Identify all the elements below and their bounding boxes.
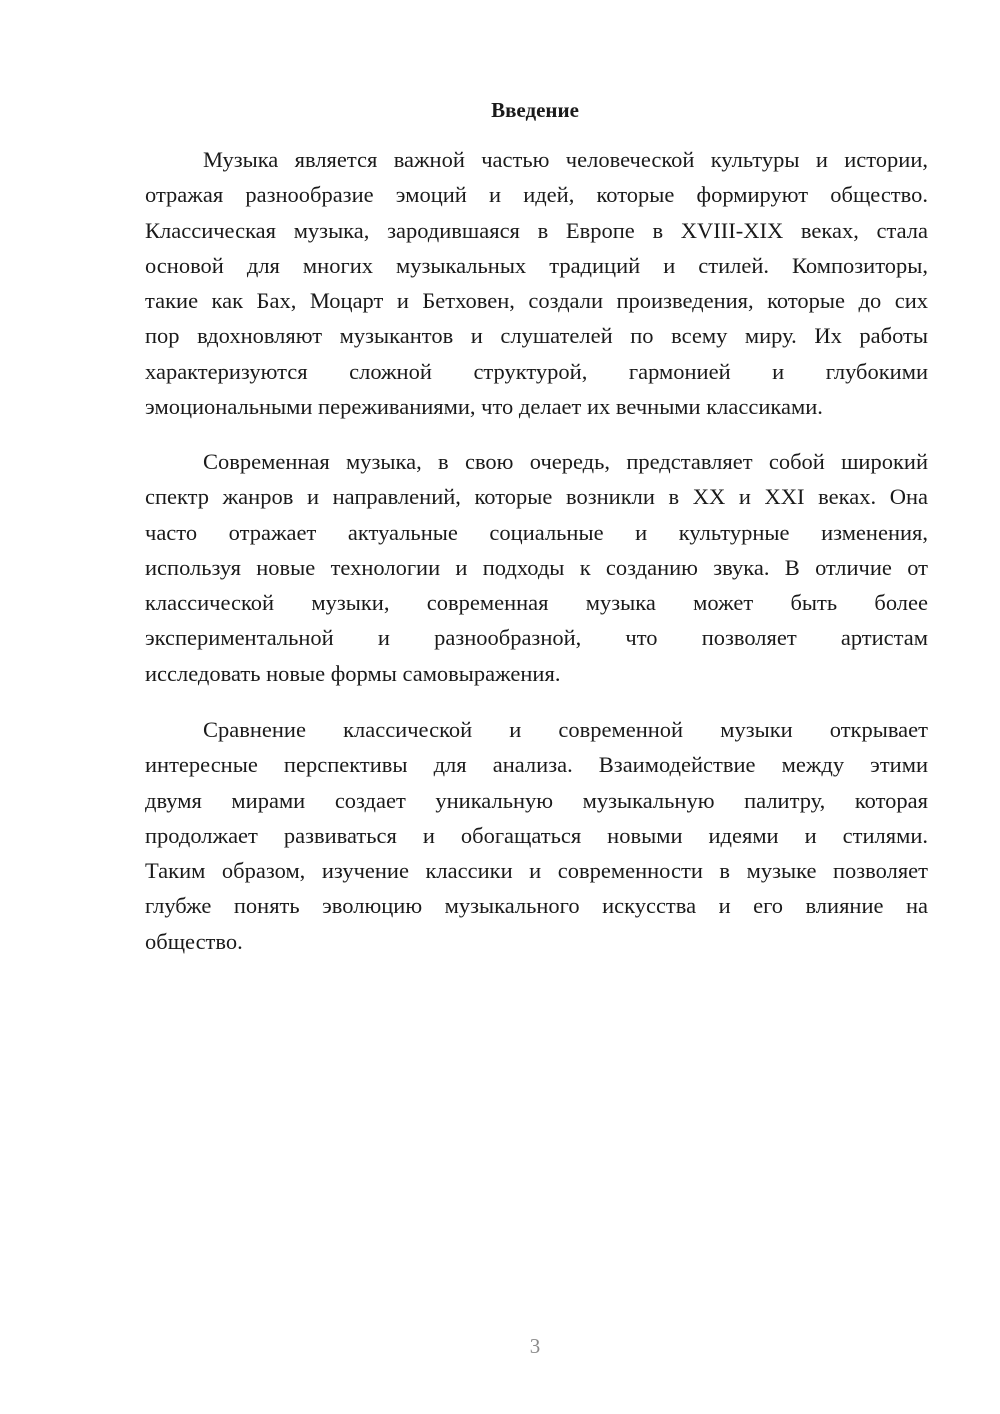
text-line: общество. <box>145 928 243 954</box>
text-line: такие как Бах, Моцарт и Бетховен, создали произведения, которые до сих <box>145 288 928 314</box>
text-line: классической музыки, современная музыка может быть более <box>145 590 928 616</box>
text-line: отражая разнообразие эмоций и идей, которые формируют общество. <box>145 182 928 208</box>
paragraph-3 <box>145 712 928 959</box>
text-line: двумя мирами создает уникальную музыкальную палитру, которая <box>145 787 928 813</box>
paragraph-1 <box>145 142 928 424</box>
text-line: эмоциональными переживаниями, что делает их вечными классиками. <box>145 394 823 420</box>
text-line: Классическая музыка, зародившаяся в Европе в XVIII-XIX веках, стала <box>145 217 928 243</box>
page-title: Введение <box>491 98 579 122</box>
text-line: продолжает развиваться и обогащаться новыми идеями и стилями. <box>145 822 928 848</box>
text-line: характеризуются сложной структурой, гармонией и глубокими <box>145 358 928 384</box>
text-line: исследовать новые формы самовыражения. <box>145 660 561 686</box>
page-number: 3 <box>529 1334 541 1358</box>
text-line: экспериментальной и разнообразной, что позволяет артистам <box>145 625 928 651</box>
text-line: пор вдохновляют музыкантов и слушателей по всему миру. Их работы <box>145 323 928 349</box>
text-line: Музыка является важной частью человеческой культуры и истории, <box>203 147 928 172</box>
text-line: интересные перспективы для анализа. Взаимодействие между этими <box>145 752 928 778</box>
text-line: Таким образом, изучение классики и современности в музыке позволяет <box>145 858 928 884</box>
text-line: основой для многих музыкальных традиций и стилей. Композиторы, <box>145 252 928 278</box>
text-line: Современная музыка, в свою очередь, представляет собой широкий <box>203 449 928 474</box>
text-line: глубже понять эволюцию музыкального искусства и его влияние на <box>145 893 928 919</box>
text-line: спектр жанров и направлений, которые возникли в XX и XXI веках. Она <box>145 484 928 510</box>
paragraph-2 <box>145 444 928 691</box>
text-line: используя новые технологии и подходы к созданию звука. В отличие от <box>145 554 928 580</box>
text-line: часто отражает актуальные социальные и культурные изменения, <box>145 519 928 545</box>
text-line: Сравнение классической и современной музыки открывает <box>203 717 928 742</box>
